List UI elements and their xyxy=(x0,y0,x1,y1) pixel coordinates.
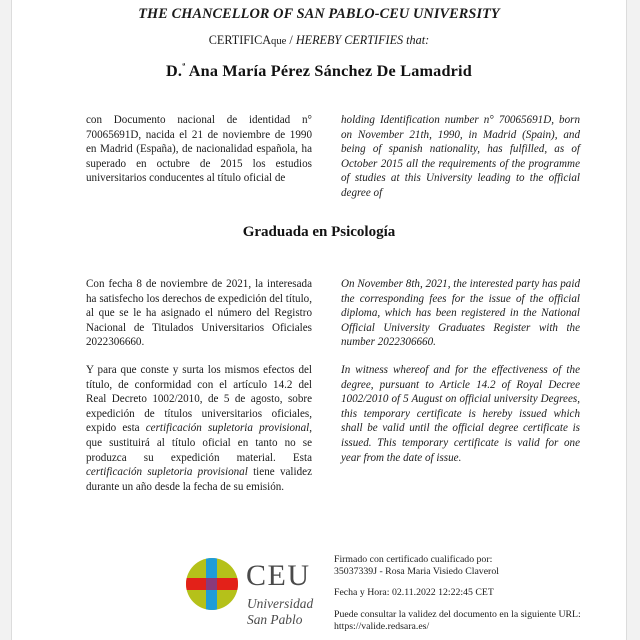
english-column-block-1 xyxy=(341,113,580,201)
logo-bar-intersection xyxy=(206,578,217,590)
certifies-separator: / xyxy=(289,33,293,47)
certifies-line xyxy=(12,33,626,48)
document-title: THE CHANCELLOR OF SAN PABLO-CEU UNIVERSITY xyxy=(138,6,500,22)
ceu-subtitle-line-2: San Pablo xyxy=(247,612,303,627)
english-paragraph-2: On November 8th, 2021, the interested party has paid the corresponding fees for the issue of the official diploma, which has been registered in the National Official University Graduates Register with the number 2022306660. xyxy=(341,278,580,349)
certifies-spanish-verb: CERTIFICA xyxy=(208,33,272,47)
certifies-english: HEREBY CERTIFIES that: xyxy=(295,33,430,47)
signature-validity-url[interactable]: https://valide.redsara.es/ xyxy=(334,620,430,632)
ceu-subtitle xyxy=(247,596,313,628)
spanish-p3-part1: Y para que conste y surta los mismos efectos del título, de conformidad con el artículo 14.2 del Real Decreto 1002/2010, de 5 de agosto, sobre expedición de títulos universitarios oficiales, expido esta xyxy=(86,363,312,435)
ceu-wordmark: CEU xyxy=(246,559,311,592)
ceu-logo xyxy=(186,556,336,636)
certifies-spanish-que: que xyxy=(271,36,287,47)
degree-title: Graduada en Psicología xyxy=(242,224,396,240)
person-name-text: Ana María Pérez Sánchez De Lamadrid xyxy=(185,62,472,80)
person-name xyxy=(12,62,626,81)
person-name-ordinal: ª xyxy=(182,61,186,73)
spanish-paragraph-1: con Documento nacional de identidad n° 70065691D, nacida el 21 de noviembre de 1990 en Madrid (España), de nacionalidad española, ha superado en octubre de 2015 los estudios universitarios conducentes al título oficial de xyxy=(86,114,312,185)
signature-datetime-group xyxy=(334,587,624,599)
spanish-paragraph-3 xyxy=(86,363,312,494)
spanish-p3-part3: tiene validez durante un año desde la fecha de su emisión. xyxy=(86,466,312,493)
spanish-p3-emphasis-1: certificación supletoria provisional xyxy=(145,422,310,435)
signature-validity-label: Puede consultar la validez del documento en la siguiente URL: xyxy=(334,608,581,620)
spanish-column-block-2 xyxy=(86,277,312,494)
signature-datetime: Fecha y Hora: 02.11.2022 12:22:45 CET xyxy=(334,587,494,599)
ceu-subtitle-line-1: Universidad xyxy=(247,596,314,611)
digital-signature-block xyxy=(334,554,624,633)
spanish-p3-part2: , que sustituirá al título oficial en tanto no se produzca su expedición material. Esta xyxy=(86,422,312,464)
certificate-page xyxy=(11,0,627,640)
spanish-paragraph-2: Con fecha 8 de noviembre de 2021, la interesada ha satisfecho los derechos de expedición del título, al que se le ha asignado el número del Registro Nacional de Titulados Universitarios Oficiales 2022306660. xyxy=(86,278,312,349)
english-paragraph-3: In witness whereof and for the effectiveness of the degree, pursuant to Article 14.2 of Royal Decree 1002/2010 of 5 August on official university Degrees, this temporary certificate is hereby issued which shall be valid until the official degree certificate is issued. This temporary certificate is valid for one year from the date of issue. xyxy=(341,363,580,464)
signature-signed-by-label: Firmado con certificado cualificado por: xyxy=(334,554,493,565)
signature-signer-group xyxy=(334,554,624,578)
spanish-p3-emphasis-2: certificación supletoria provisional xyxy=(86,466,248,479)
english-column-block-2 xyxy=(341,277,580,465)
signature-validity-group xyxy=(334,609,624,633)
ceu-logo-mark-icon xyxy=(186,558,238,610)
spanish-column-block-1 xyxy=(86,113,312,186)
person-name-prefix: D. xyxy=(166,62,183,80)
english-paragraph-1: holding Identification number n° 70065691D, born on November 21th, 1990, in Madrid (Spain), and being of spanish nationality, has fulfilled, as of October 2015 all the requirements of the programme of studies at this University leading to the official degree of xyxy=(341,114,580,199)
signature-signer-name: 35037339J - Rosa Maria Visiedo Claverol xyxy=(334,566,499,578)
